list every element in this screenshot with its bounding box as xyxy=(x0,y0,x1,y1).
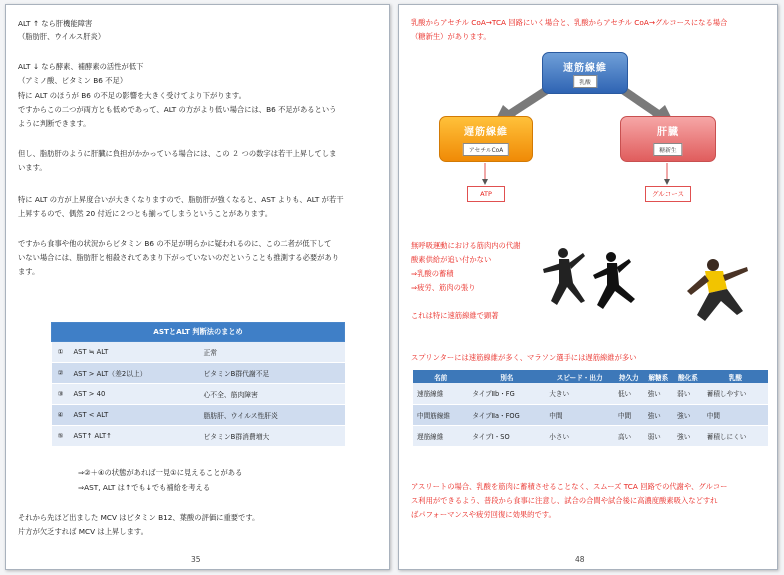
col-header: 別名 xyxy=(468,370,545,383)
cell: 蓄積しやすい xyxy=(703,383,768,404)
red-note: ⇒疲労、筋肉の張り xyxy=(411,283,476,292)
row-condition: AST↑ ALT↑ xyxy=(70,426,200,447)
athletes-photo xyxy=(537,239,763,335)
cell: 強い xyxy=(673,404,703,425)
cell: 中間 xyxy=(703,404,768,425)
red-note: 無呼吸運動における筋肉内の代謝 xyxy=(411,241,521,250)
table-row xyxy=(52,384,345,405)
page-number: 35 xyxy=(191,555,201,564)
cell: 中間筋線維 xyxy=(413,404,468,425)
diagram-arrows xyxy=(399,5,778,225)
box-sub: 糖新生 xyxy=(653,143,682,156)
fast-fiber-box xyxy=(542,52,628,94)
col-header: 酸化系 xyxy=(673,370,703,383)
cell: 高い xyxy=(614,425,644,446)
runner-silhouette-2 xyxy=(593,252,635,309)
sprinter-note: スプリンターには速筋線維が多く、マラソン選手には遅筋線維が多い xyxy=(411,353,637,362)
muscle-fiber-table xyxy=(413,370,768,447)
table-row xyxy=(52,405,345,426)
red-note: ⇒乳酸の蓄積 xyxy=(411,269,454,278)
row-number: ① xyxy=(52,342,70,363)
cell: 小さい xyxy=(545,425,614,446)
cell: 遅筋線維 xyxy=(413,425,468,446)
cell: 弱い xyxy=(644,425,674,446)
runner-silhouette-3 xyxy=(687,259,748,321)
table-row xyxy=(413,404,768,425)
row-result: 正常 xyxy=(200,342,345,363)
cell: タイプⅠ・SO xyxy=(468,425,545,446)
row-result: ビタミンB群消費増大 xyxy=(200,426,345,447)
text-line: （アミノ酸、ビタミン B6 不足） xyxy=(18,76,128,85)
row-result: ビタミンB群代謝不足 xyxy=(200,363,345,384)
text-line: 特に ALT のほうが B6 の不足の影響を大きく受けてより下がります。 xyxy=(18,91,246,100)
closing-line: アスリートの場合、乳酸を筋肉に蓄積させることなく、スムーズ TCA 回路での代謝や、グルコー xyxy=(411,482,728,491)
cell: 中間 xyxy=(614,404,644,425)
cell: タイプⅡa・FOG xyxy=(468,404,545,425)
text-line: ALT ↑ なら肝機能障害 xyxy=(18,19,93,28)
text-line: ALT ↓ なら酵素、補酵素の活性が低下 xyxy=(18,62,144,71)
closing-line: ス利用ができるよう、普段から食事に注意し、試合の合間や試合後に高濃度酸素吸入などすれ xyxy=(411,496,718,505)
col-header: 解糖系 xyxy=(644,370,674,383)
right-page xyxy=(398,4,778,570)
table-header-row xyxy=(413,370,768,383)
box-sub: アセチルCoA xyxy=(463,143,509,156)
text-line: 上昇するので、偶然 20 付近に２つとも揃ってしまうということがあります。 xyxy=(18,209,272,218)
red-note: これは特に速筋線維で顕著 xyxy=(411,311,499,320)
text-line: いない場合には、脂肪肝と相殺されてあまり下がっていないのだということも推測する必要があり xyxy=(18,253,340,262)
text-line: ですから食事や他の状況からビタミン B6 の不足が明らかに疑われるのに、この二者が低下して xyxy=(18,239,332,248)
table-row xyxy=(52,363,345,384)
text-line: います。 xyxy=(18,163,47,172)
box-label: 肝臓 xyxy=(657,127,679,138)
glucose-box: グルコース xyxy=(645,186,691,202)
cell: 大きい xyxy=(545,383,614,404)
col-header: 乳酸 xyxy=(703,370,768,383)
row-number: ② xyxy=(52,363,70,384)
table-row xyxy=(413,383,768,404)
row-condition: AST < ALT xyxy=(70,405,200,426)
cell: 中間 xyxy=(545,404,614,425)
cell: 強い xyxy=(644,383,674,404)
ast-alt-summary-table xyxy=(51,322,345,447)
row-number: ④ xyxy=(52,405,70,426)
slow-fiber-box xyxy=(439,116,533,162)
footer-line: それから先ほど出ました MCV はビタミン B12、葉酸の評価に重要です。 xyxy=(18,513,260,522)
footer-line: 片方が欠乏すれば MCV は上昇します。 xyxy=(18,527,148,536)
col-header: 持久力 xyxy=(614,370,644,383)
row-result: 心不全、筋肉障害 xyxy=(200,384,345,405)
col-header: 名前 xyxy=(413,370,468,383)
row-number: ⑤ xyxy=(52,426,70,447)
cell: 強い xyxy=(644,404,674,425)
cell: タイプⅡb・FG xyxy=(468,383,545,404)
row-number: ③ xyxy=(52,384,70,405)
text-line: ます。 xyxy=(18,267,40,276)
box-label: 速筋線維 xyxy=(563,63,607,74)
table-title: ASTとALT 判断法のまとめ xyxy=(52,323,345,342)
text-line: 但し、脂肪肝のように肝臓に負担がかかっている場合には、この ２ つの数字は若干上昇してしま xyxy=(18,149,337,158)
runner-silhouette-1 xyxy=(543,248,585,305)
liver-box xyxy=(620,116,716,162)
note-line: ⇒AST, ALT は↑でも↓でも補給を考える xyxy=(78,483,211,492)
table-row xyxy=(413,425,768,446)
col-header: スピード・出力 xyxy=(545,370,614,383)
text-line: ですからこの二つが両方とも低めであって、ALT の方がより低い場合には、B6 不足があるという xyxy=(18,105,337,114)
red-note: 酸素供給が追い付かない xyxy=(411,255,492,264)
row-condition: AST ≒ ALT xyxy=(70,342,200,363)
intro-line: 乳酸からアセチル CoA→TCA 回路にいく場合と、乳酸からアセチル CoA→グルコースになる場合 xyxy=(411,18,728,27)
table-row xyxy=(52,342,345,363)
row-condition: AST > 40 xyxy=(70,384,200,405)
cell: 蓄積しにくい xyxy=(703,425,768,446)
text-line: ように判断できます。 xyxy=(18,119,91,128)
cell: 低い xyxy=(614,383,644,404)
intro-line: （糖新生）があります。 xyxy=(411,32,491,41)
row-result: 脂肪肝、ウイルス性肝炎 xyxy=(200,405,345,426)
text-line: 特に ALT の方が上昇度合いが大きくなりますので、脂肪肝が強くなると、AST よりも、ALT が若干 xyxy=(18,195,344,204)
row-condition: AST > ALT（差2以上） xyxy=(70,363,200,384)
table-row xyxy=(52,426,345,447)
text-line: （脂肪肝、ウイルス肝炎） xyxy=(18,32,106,41)
box-label: 遅筋線維 xyxy=(464,127,508,138)
left-page xyxy=(5,4,390,570)
closing-line: ばパフォーマンスや疲労回復に効果的です。 xyxy=(411,510,556,519)
cell: 弱い xyxy=(673,383,703,404)
box-sub: 乳酸 xyxy=(573,75,597,88)
page-number: 48 xyxy=(575,555,585,564)
cell: 速筋線維 xyxy=(413,383,468,404)
note-line: ⇒②＋④の状態があれば一見①に見えることがある xyxy=(78,468,243,477)
cell: 強い xyxy=(673,425,703,446)
atp-box: ATP xyxy=(467,186,505,202)
